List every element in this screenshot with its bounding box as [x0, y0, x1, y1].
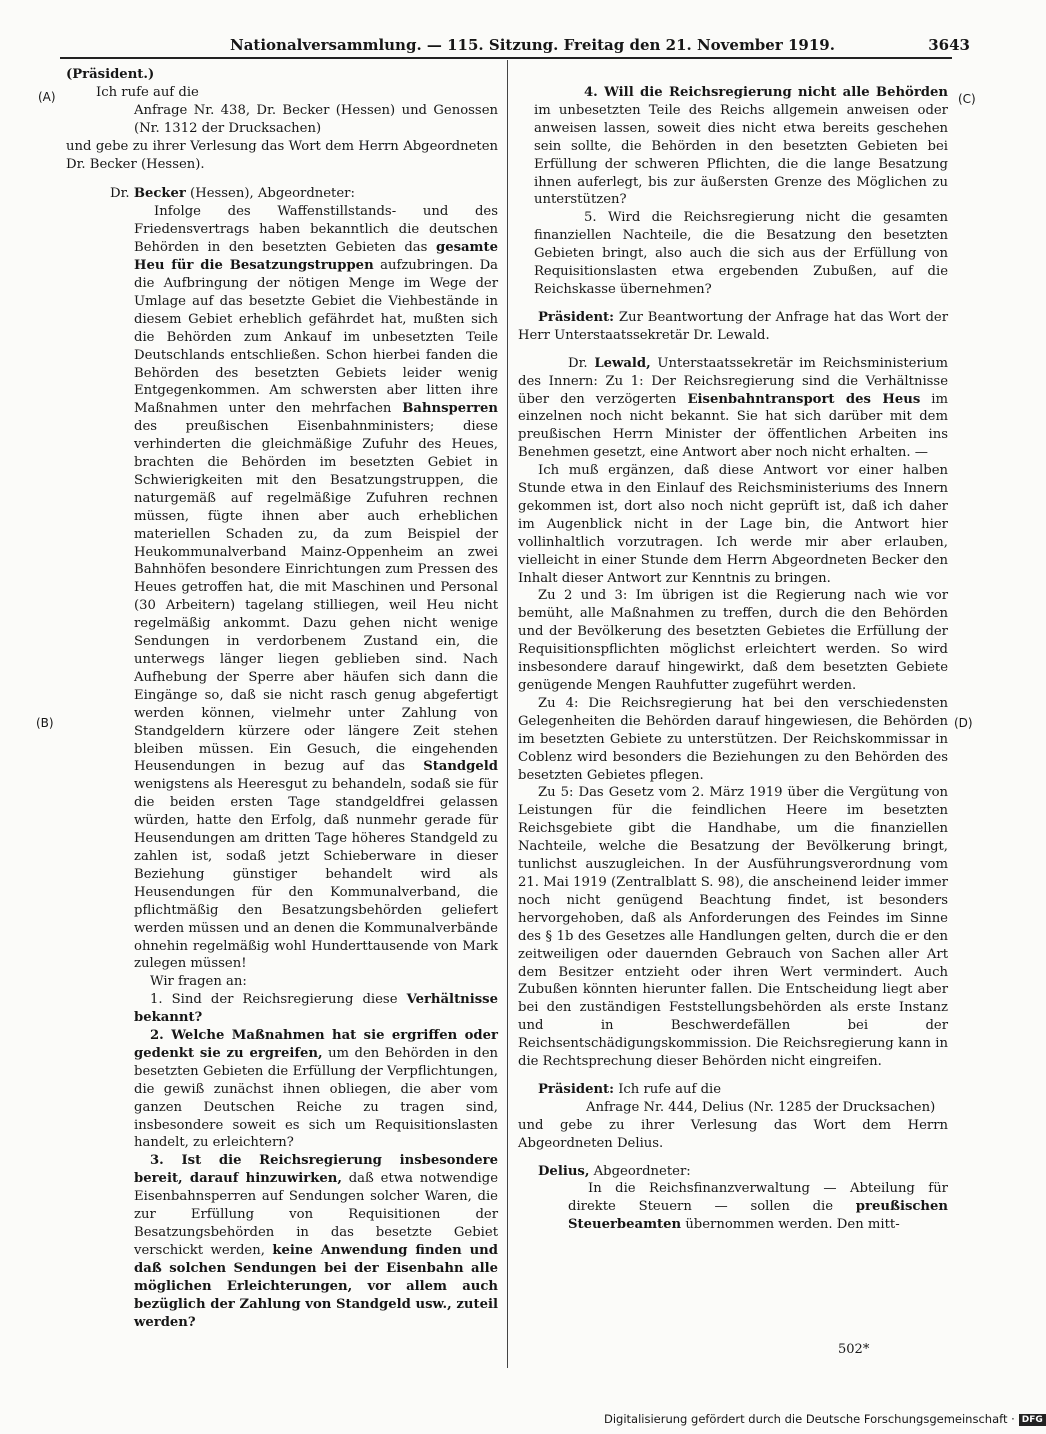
header-rule: [60, 57, 952, 59]
running-header: [200, 36, 980, 58]
speaker-name: Präsident:: [538, 309, 615, 325]
paragraph: Ich rufe auf die: [96, 84, 199, 100]
paragraph: Wir fragen an:: [150, 974, 247, 990]
paragraph: In die Reichsfinanzverwaltung — Abteilung für direkte Steuern — sollen die preußischen Steuerbeamten übernommen werden. Den mitt-: [568, 1181, 948, 1233]
speaker-line: Delius, Abgeordneter:: [538, 1163, 691, 1179]
margin-marker-c: (C): [958, 92, 976, 106]
president-remark: Präsident: Ich rufe auf die: [538, 1081, 722, 1097]
speaker-name: Präsident:: [538, 1081, 615, 1097]
digitization-credit: Digitalisierung gefördert durch die Deutsche Forschungsgemeinschaft · DFG: [604, 1412, 1046, 1426]
paragraph: und gebe zu ihrer Verlesung das Wort dem Herrn Abgeordneten Dr. Becker (Hessen).: [66, 138, 498, 172]
right-column: [518, 84, 948, 1234]
dfg-logo-icon: DFG: [1019, 1414, 1046, 1426]
margin-marker-b: (B): [36, 716, 54, 730]
question-1: 1. Sind der Reichsregierung diese Verhältnisse bekannt?: [134, 992, 498, 1026]
inquiry-title: Anfrage Nr. 444, Delius (Nr. 1285 der Drucksachen): [586, 1099, 936, 1115]
answer-paragraph: Dr. Lewald, Unterstaatssekretär im Reichsministerium des Innern: Zu 1: Der Reichsregierung sind die Verhältnisse über den verzögerten Eisenbahntransport des Heus im einzelnen noch nicht bekannt. Sie hat sich darüber mit dem preußischen Herrn Minister der öffentlichen Arbeiten ins Benehmen gesetzt, eine Antwort aber noch nicht erhalten. —: [518, 355, 949, 461]
answer-paragraph: Ich muß ergänzen, daß diese Antwort vor einer halben Stunde etwa in den Einlauf des Reichsministeriums des Innern gekommen ist, dort also noch nicht geprüft ist, daß ich daher im Augenblick nicht in der Lage bin, die Antwort hier vollinhaltlich vorzutragen. Ich werde mir aber erlauben, vielleicht in einer Stunde dem Herrn Abgeordneten Becker den Inhalt dieser Antwort zur Kenntnis zu bringen.: [518, 463, 948, 586]
left-column: [66, 66, 498, 1331]
page-number: 3643: [928, 36, 970, 54]
question-2: 2. Welche Maßnahmen hat sie ergriffen oder gedenkt sie zu ergreifen, um den Behörden in den besetzten Gebieten die Erfüllung der Verpflichtungen, die gewiß zunächst ihnen obliegen, die aber vom ganzen Deutschen Reiche zu tragen sind, insbesondere soweit es sich um Requisitionslasten handelt, zu erleichtern?: [134, 1028, 498, 1151]
paragraph: und gebe zu ihrer Verlesung das Wort dem Herrn Abgeordneten Delius.: [518, 1117, 948, 1151]
speaker-note: (Präsident.): [66, 67, 155, 82]
sheet-number: 502*: [838, 1342, 870, 1357]
speaker-name: Lewald,: [594, 355, 651, 371]
answer-paragraph: Zu 2 und 3: Im übrigen ist die Regierung nach wie vor bemüht, alle Maßnahmen zu treffen, durch die den Behörden und der Bevölkerung des besetzten Gebietes die Erfüllung der Requisitionspflichten möglichst erleichtert werden. So wird insbesondere darauf hingewirkt, daß dem besetzten Gebiete genügende Mengen Rauhfutter zugeführt werden.: [518, 588, 948, 693]
speaker-name: Becker: [133, 186, 186, 202]
president-remark: Präsident: Zur Beantwortung der Anfrage hat das Wort der Herr Unterstaatssekretär Dr. Lewald.: [518, 309, 948, 343]
inquiry-title: Anfrage Nr. 438, Dr. Becker (Hessen) und Genossen (Nr. 1312 der Drucksachen): [134, 102, 498, 136]
answer-paragraph: Zu 5: Das Gesetz vom 2. März 1919 über die Vergütung von Leistungen für die feindlichen Heere im besetzten Reichsgebiete gibt die Handhabe, um die finanziellen Nachteile, welche die Besatzung der Bevölkerung bringt, tunlichst auszugleichen. In der Ausführungsverordnung vom 21. Mai 1919 (Zentralblatt S. 98), die anscheinend leider immer noch nicht genügend Beachtung findet, ist besonders hervorgehoben, daß als Anforderungen des Feindes im Sinne des § 1b des Gesetzes alle Handlungen gelten, durch die er den zeitweiligen oder dauernden Gebrauch von Sachen aller Art dem Besitzer entzieht oder ihren Wert vermindert. Auch Zubußen könnten hierunter fallen. Die Entscheidung liegt aber bei den zuständigen Feststellungsbehörden als erste Instanz und in Beschwerdefällen bei der Reichsentschädigungskommission. Die Reichsregierung kann in die Rechtsprechung dieser Behörden nicht eingreifen.: [518, 785, 948, 1070]
speaker-name: Delius,: [538, 1163, 590, 1179]
header-title: Nationalversammlung. — 115. Sitzung. Freitag den 21. November 1919.: [230, 36, 835, 54]
speaker-line: Dr. Becker (Hessen), Abgeordneter:: [110, 186, 355, 202]
question-5: 5. Wird die Reichsregierung nicht die gesamten finanziellen Nachteile, die die Besatzung den besetzten Gebieten bringt, also auch die sich aus der Erfüllung von Requisitionslasten etwa ergebenden Zubußen, auf die Reichskasse übernehmen?: [534, 210, 948, 297]
margin-marker-d: (D): [954, 716, 973, 730]
paragraph: Infolge des Waffenstillstands- und des Friedensvertrags haben bekanntlich die deutschen Behörden in den besetzten Gebieten das gesamte Heu für die Besatzungstruppen aufzubringen. Da die Aufbringung der nötigen Menge im Wege der Umlage auf das besetzte Gebiet die Viehbestände in diesem Gebiet erheblich gefährdet hat, mußten sich die Behörden zum Ankauf im unbesetzten Teile Deutschlands entschließen. Schon hierbei fanden die Behörden des besetzten Gebiets leider wenig Entgegenkommen. Am schwersten aber litten ihre Maßnahmen unter den mehrfachen Bahnsperren des preußischen Eisenbahnministers; diese verhinderten die gleichmäßige Zufuhr des Heues, brachten die Behörden im besetzten Gebiet in Schwierigkeiten mit den Besatzungstruppen, die naturgemäß auf regelmäßige Zufuhren rechnen müssen, fügte ihnen aber auch erheblichen materiellen Schaden zu, da zum Beispiel der Heukommunalverband Mainz-Oppenheim an zwei Bahnhöfen besondere Einrichtungen zum Pressen des Heues getroffen hat, die mit Maschinen und Personal (30 Arbeitern) tagelang stilliegen, weil Heu nicht regelmäßig ankommt. Dazu gehen nicht wenige Sendungen in verdorbenem Zustand ein, die unterwegs länger liegen geblieben sind. Nach Aufhebung der Sperre aber häufen sich dann die Eingänge so, daß sie nicht rasch genug abgefertigt werden können, vielmehr unter Zahlung von Standgeldern kürzere oder längere Zeit stehen bleiben müssen. Ein Gesuch, die eingehenden Heusendungen in bezug auf das Standgeld wenigstens als Heeresgut zu behandeln, sodaß sie für die beiden ersten Tage standgeldfrei gelassen würden, hatte den Erfolg, daß nunmehr gerade für Heusendungen am dritten Tage höheres Standgeld zu zahlen ist, sodaß jetzt Schieberware in dieser Beziehung günstiger behandelt wird als Heusendungen für den Kommunalverband, die pflichtmäßig den Besatzungsbehörden geliefert werden müssen und an denen die Kommunalverbände ohnehin regelmäßig wohl Hunderttausende von Mark zulegen müssen!: [134, 204, 499, 972]
question-3: 3. Ist die Reichsregierung insbesondere bereit, darauf hinzuwirken, daß etwa notwendige Eisenbahnsperren auf Sendungen solcher Waren, die zur Erfüllung von Requisitionen der Besatzungsbehörden in das besetzte Gebiet verschickt werden, keine Anwendung finden und daß solchen Sendungen bei der Eisenbahn alle möglichen Erleichterungen, vor allem auch bezüglich der Zahlung von Standgeld usw., zuteil werden?: [134, 1153, 498, 1330]
answer-paragraph: Zu 4: Die Reichsregierung hat bei den verschiedensten Gelegenheiten die Behörden darauf hingewiesen, die Behörden im besetzten Gebiete zu unterstützen. Der Reichskommissar in Coblenz wird besonders die Beziehungen zu den Behörden des besetzten Gebietes pflegen.: [518, 695, 948, 783]
margin-marker-a: (A): [38, 90, 56, 104]
question-4: 4. Will die Reichsregierung nicht alle Behörden im unbesetzten Teile des Reichs allgemein anweisen oder anweisen lassen, soweit dies nicht etwa bereits geschehen sein sollte, die Behörden in den besetzten Gebieten bei Erfüllung der schweren Pflichten, die die lange Besatzung ihnen auferlegt, bis zur äußersten Grenze des Möglichen zu unterstützen?: [534, 85, 948, 208]
column-divider: [507, 60, 508, 1368]
